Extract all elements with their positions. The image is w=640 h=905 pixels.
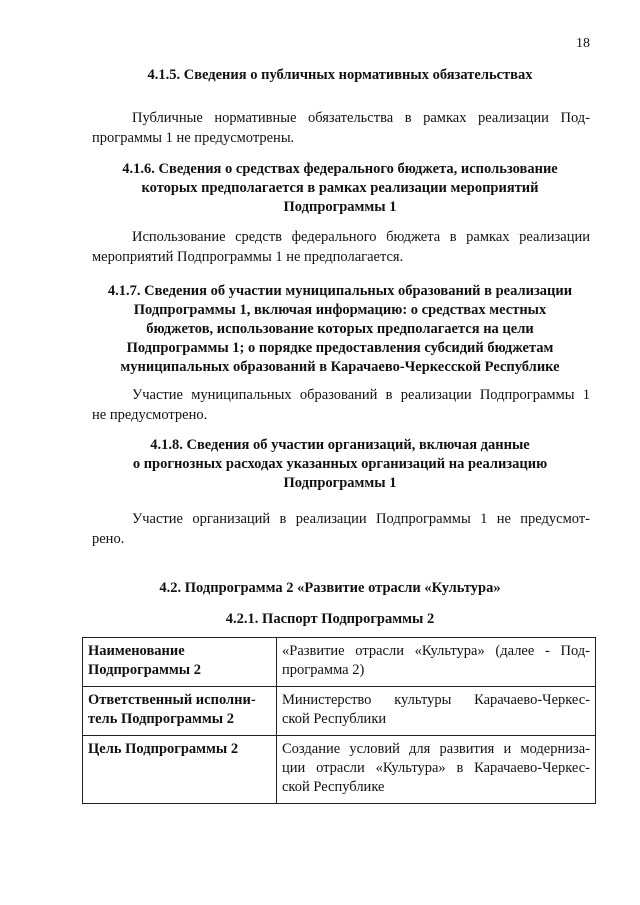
section-4-1-6-heading-line1: 4.1.6. Сведения о средствах федерального бюджета, использование	[122, 161, 558, 177]
section-4-1-8-heading-line3: Подпрограммы 1	[283, 475, 397, 491]
passport-value-line: программа 2)	[282, 662, 365, 678]
passport-value-line: ции отрасли «Культура» в Карачаево-Черкес-	[282, 760, 590, 776]
passport-value-line: ской Республике	[282, 779, 385, 795]
passport-label-line: Подпрограммы 2	[88, 662, 201, 678]
section-4-1-6-text-line1: Использование средств федерального бюджета в рамках реализации	[132, 229, 590, 245]
passport-value-line: Министерство культуры Карачаево-Черкес-	[282, 692, 590, 708]
section-4-1-8-heading-line2: о прогнозных расходах указанных организаций на реализацию	[132, 456, 548, 472]
passport-table	[82, 637, 596, 804]
passport-label-line: Наименование	[88, 643, 185, 659]
table-row	[83, 687, 596, 736]
table-row	[83, 638, 596, 687]
passport-label-cell	[83, 687, 277, 736]
section-4-1-6-heading-line3: Подпрограммы 1	[283, 199, 397, 215]
section-4-1-8-heading-line1: 4.1.8. Сведения об участии организаций, включая данные	[150, 437, 530, 453]
section-4-1-6-text-line2: мероприятий Подпрограммы 1 не предполагается.	[92, 249, 404, 265]
passport-value-line: Создание условий для развития и модерниза-	[282, 741, 590, 757]
section-4-1-7-heading-line2: Подпрограммы 1, включая информацию: о средствах местных	[133, 302, 547, 318]
section-4-1-6-heading-line2: которых предполагается в рамках реализации мероприятий	[141, 180, 539, 196]
section-4-1-7-heading-line3: бюджетов, использование которых предполагается на цели	[146, 321, 534, 337]
section-4-1-5-heading: 4.1.5. Сведения о публичных нормативных обязательствах	[147, 67, 533, 83]
section-4-1-8-text-line2: рено.	[92, 531, 125, 547]
passport-label-line: Цель Подпрограммы 2	[88, 741, 239, 757]
section-4-1-8-text-line1: Участие организаций в реализации Подпрограммы 1 не предусмот-	[132, 511, 590, 527]
section-4-1-7-heading-line1: 4.1.7. Сведения об участии муниципальных образований в реализации	[107, 283, 573, 299]
passport-value-cell	[277, 736, 596, 804]
passport-label-cell	[83, 736, 277, 804]
section-4-1-5-text-line2: программы 1 не предусмотрены.	[92, 130, 295, 146]
section-4-1-7-heading-line5: муниципальных образований в Карачаево-Черкесской Республике	[120, 359, 560, 375]
section-4-2-1-heading: 4.2.1. Паспорт Подпрограммы 2	[225, 611, 435, 627]
table-row	[83, 736, 596, 804]
section-4-2-heading: 4.2. Подпрограмма 2 «Развитие отрасли «Культура»	[159, 580, 501, 596]
section-4-1-5-text-line1: Публичные нормативные обязательства в рамках реализации Под-	[132, 110, 590, 126]
passport-label-cell	[83, 638, 277, 687]
section-4-1-7-text-line2: не предусмотрено.	[92, 407, 208, 423]
section-4-1-7-heading-line4: Подпрограммы 1; о порядке предоставления субсидий бюджетам	[126, 340, 554, 356]
passport-value-line: ской Республики	[282, 711, 387, 727]
passport-value-cell	[277, 638, 596, 687]
passport-label-line: Ответственный исполни-	[88, 692, 256, 708]
passport-value-cell	[277, 687, 596, 736]
page-number: 18	[576, 36, 590, 51]
passport-label-line: тель Подпрограммы 2	[88, 711, 234, 727]
section-4-1-7-text-line1: Участие муниципальных образований в реализации Подпрограммы 1	[132, 387, 590, 403]
passport-value-line: «Развитие отрасли «Культура» (далее - Под-	[282, 643, 590, 659]
